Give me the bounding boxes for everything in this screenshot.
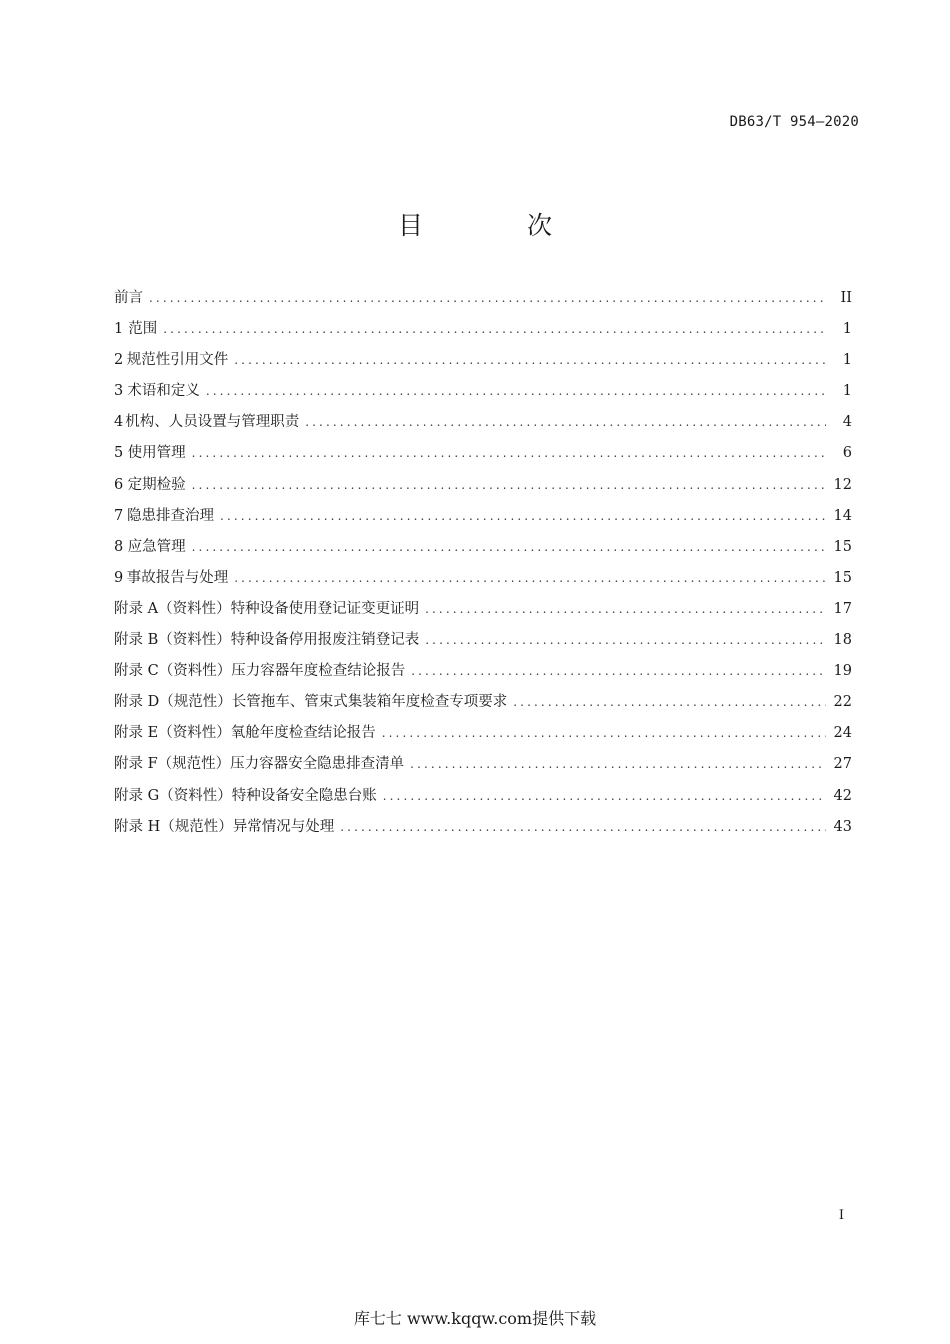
toc-page-number: 1	[842, 321, 852, 338]
toc-entry-text: 使用管理	[127, 445, 186, 462]
dot-leader	[220, 501, 826, 532]
toc-page-number: 22	[833, 694, 852, 711]
toc-section-number: 3	[114, 383, 124, 400]
toc-entry-text: 范围	[128, 321, 158, 338]
dot-leader	[425, 625, 825, 656]
toc-appendix-c[interactable]	[114, 656, 852, 687]
toc-entry-text: 应急管理	[127, 538, 186, 555]
dot-leader	[192, 470, 826, 501]
toc-section-number: 2	[114, 352, 124, 369]
appendix-type: （资料性）	[158, 663, 232, 680]
toc-section-number: 7	[114, 507, 124, 524]
appendix-label: 附录 G	[114, 787, 160, 804]
dot-leader	[149, 283, 826, 314]
toc-entry-text: 特种设备使用登记证变更证明	[230, 600, 420, 617]
toc-appendix-e[interactable]	[114, 718, 852, 749]
toc-entry-text: 压力容器年度检查结论报告	[231, 663, 406, 680]
dot-leader	[410, 749, 825, 780]
toc-entry-text: 长管拖车、管束式集装箱年度检查专项要求	[231, 694, 508, 711]
appendix-label: 附录 F	[114, 756, 158, 773]
toc-section-number: 4	[114, 414, 124, 431]
dot-leader	[513, 687, 825, 718]
toc-page-number: 1	[842, 352, 852, 369]
toc-page-number: 19	[833, 663, 852, 680]
toc-entry-1[interactable]	[114, 314, 852, 345]
dot-leader	[234, 563, 825, 594]
toc-section-number: 6	[114, 476, 124, 493]
toc-page-number: 15	[833, 569, 852, 586]
toc-appendix-f[interactable]	[114, 749, 852, 780]
dot-leader	[206, 376, 826, 407]
appendix-type: （规范性）	[157, 756, 231, 773]
appendix-label: 附录 H	[114, 818, 161, 835]
appendix-label: 附录 E	[114, 725, 159, 742]
toc-entry-text: 事故报告与处理	[126, 569, 229, 586]
toc-entry-text: 特种设备停用报废注销登记表	[230, 632, 420, 649]
appendix-type: （规范性）	[159, 694, 232, 711]
toc-page-number: 12	[833, 476, 852, 493]
toc-appendix-d[interactable]	[114, 687, 852, 718]
dot-leader	[382, 718, 826, 749]
toc-entry-text: 术语和定义	[127, 383, 200, 400]
toc-entry-6[interactable]	[114, 470, 852, 501]
toc-entry-text: 机构、人员设置与管理职责	[125, 414, 300, 431]
toc-entry-text: 异常情况与处理	[232, 818, 335, 835]
appendix-label: 附录 A	[114, 600, 159, 617]
toc-entry-text: 特种设备安全隐患台账	[231, 787, 377, 804]
appendix-type: （规范性）	[160, 818, 233, 835]
toc-entry-text: 压力容器安全隐患排查清单	[230, 756, 405, 773]
appendix-label: 附录 C	[114, 663, 159, 680]
toc-page-number: 27	[833, 756, 852, 773]
table-of-contents	[114, 283, 852, 843]
toc-entry-8[interactable]	[114, 532, 852, 563]
toc-page-number: 17	[833, 600, 852, 617]
toc-page-number: 1	[842, 383, 852, 400]
toc-entry-4[interactable]	[114, 407, 852, 438]
toc-page-number: 14	[833, 507, 852, 524]
toc-appendix-h[interactable]	[114, 812, 852, 843]
toc-entry-5[interactable]	[114, 438, 852, 469]
toc-section-number: 5	[114, 445, 124, 462]
toc-section-number: 1	[114, 321, 124, 338]
toc-entry-text: 规范性引用文件	[126, 352, 229, 369]
appendix-type: （资料性）	[158, 725, 231, 742]
toc-page-number: II	[840, 290, 852, 306]
dot-leader	[163, 314, 826, 345]
dot-leader	[305, 407, 826, 438]
toc-page-number: 43	[833, 818, 852, 835]
document-code: DB63/T 954—2020	[729, 114, 859, 130]
page-title: 目 次	[398, 211, 600, 240]
toc-entry-text: 定期检验	[127, 476, 186, 493]
toc-page-number: 4	[842, 414, 852, 431]
page-number: I	[838, 1208, 844, 1223]
appendix-type: （资料性）	[158, 600, 231, 617]
dot-leader	[192, 438, 826, 469]
dot-leader	[340, 812, 825, 843]
toc-entry-text: 氧舱年度检查结论报告	[230, 725, 376, 742]
toc-entry-text: 隐患排查治理	[127, 507, 215, 524]
toc-page-number: 18	[833, 632, 852, 649]
appendix-label: 附录 D	[114, 694, 160, 711]
toc-page-number: 15	[833, 538, 852, 555]
toc-entry-text: 前言	[114, 290, 143, 306]
toc-section-number: 8	[114, 538, 124, 555]
appendix-type: （资料性）	[158, 632, 231, 649]
toc-appendix-b[interactable]	[114, 625, 852, 656]
dot-leader	[425, 594, 825, 625]
dot-leader	[192, 532, 826, 563]
dot-leader	[234, 345, 826, 376]
appendix-label: 附录 B	[114, 632, 159, 649]
dot-leader	[411, 656, 825, 687]
toc-entry-foreword[interactable]	[114, 283, 852, 314]
toc-entry-7[interactable]	[114, 501, 852, 532]
toc-entry-9[interactable]	[114, 563, 852, 594]
toc-page-number: 24	[833, 725, 852, 742]
toc-entry-3[interactable]	[114, 376, 852, 407]
toc-page-number: 6	[842, 445, 852, 462]
toc-appendix-a[interactable]	[114, 594, 852, 625]
appendix-type: （资料性）	[159, 787, 232, 804]
dot-leader	[383, 781, 826, 812]
toc-page-number: 42	[833, 787, 852, 804]
toc-entry-2[interactable]	[114, 345, 852, 376]
toc-section-number: 9	[114, 569, 124, 586]
toc-appendix-g[interactable]	[114, 781, 852, 812]
download-source-footer: 库七七 www.kqqw.com提供下载	[353, 1309, 597, 1328]
